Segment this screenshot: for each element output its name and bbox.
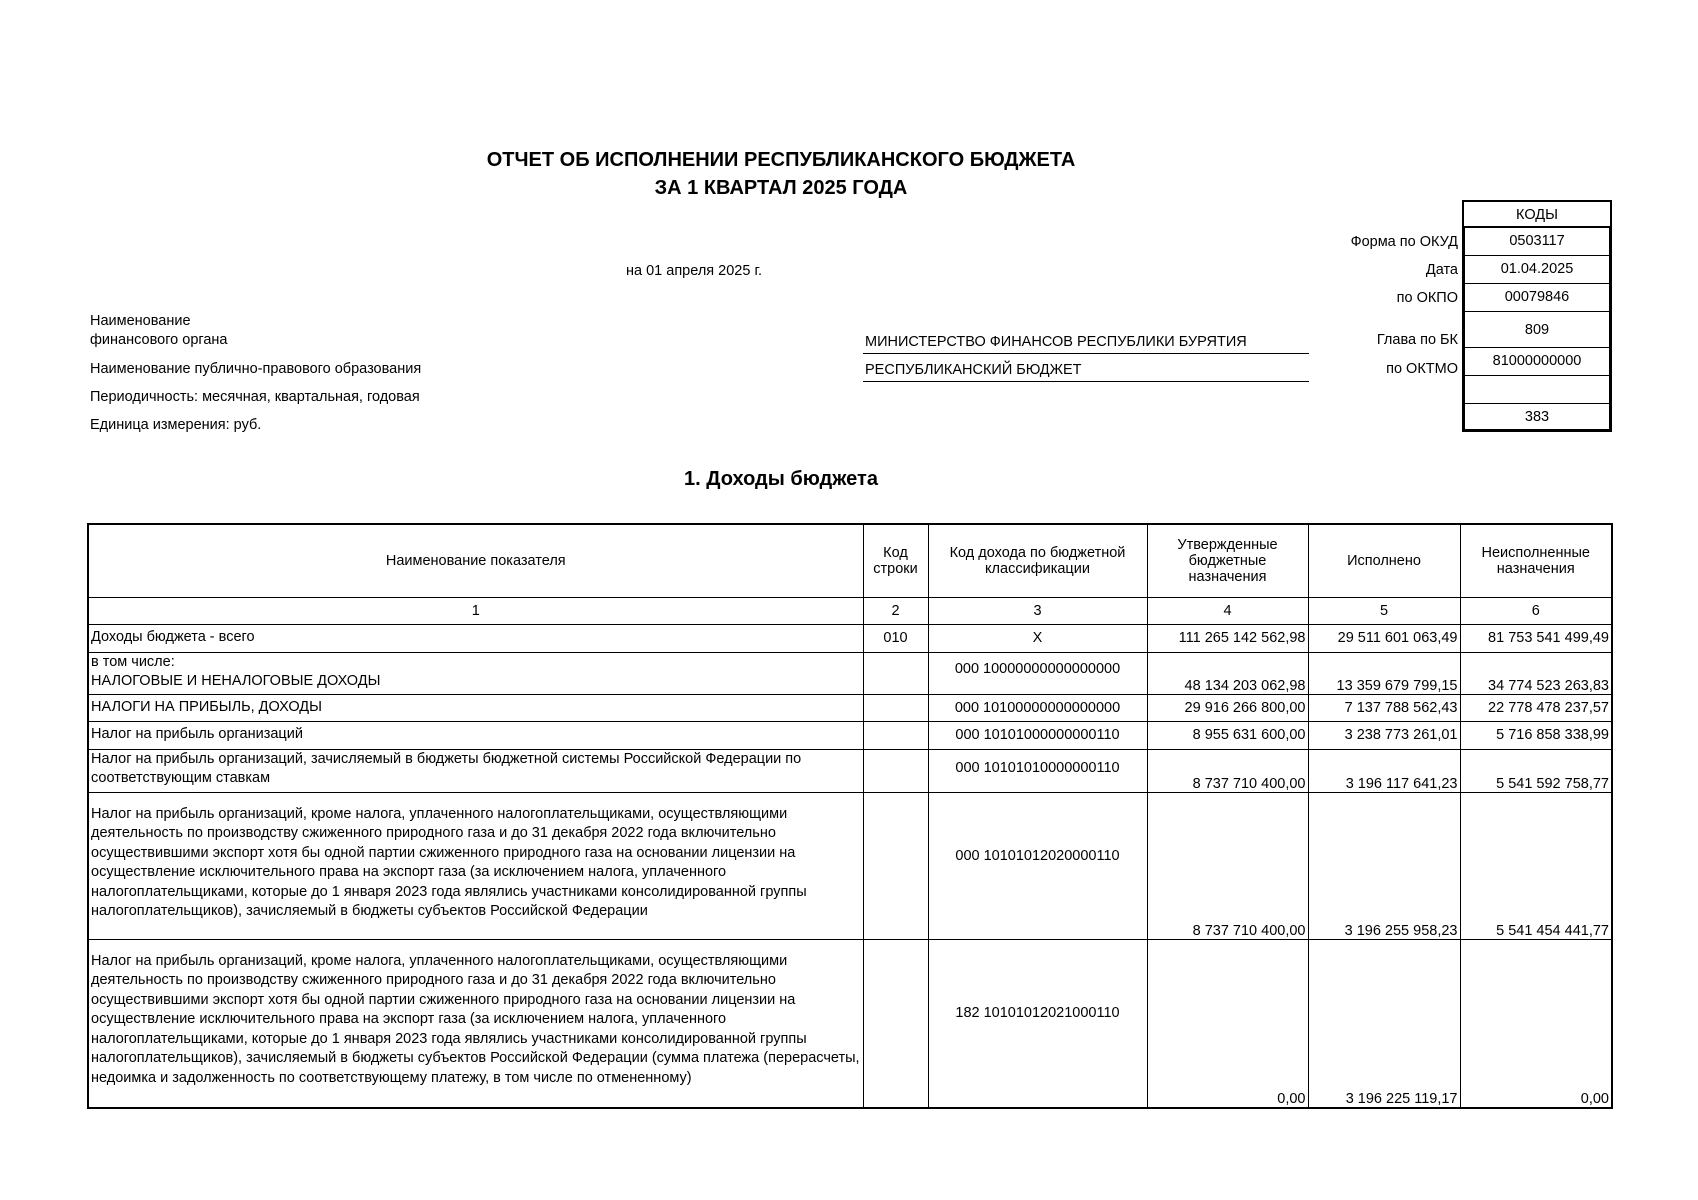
- codes-box: [1462, 200, 1612, 432]
- report-title-line-2: ЗА 1 КВАРТАЛ 2025 ГОДА: [654, 177, 908, 199]
- fin-organ-label-2: финансового органа: [90, 332, 228, 348]
- table-row: [88, 652, 1612, 694]
- ppo-label: Наименование публично-правового образования: [90, 361, 422, 377]
- report-date: на 01 апреля 2025 г.: [626, 263, 762, 279]
- row-approved: 29 916 266 800,00: [1147, 694, 1308, 721]
- row-line-code: [863, 939, 928, 1108]
- row-name: Доходы бюджета - всего: [88, 624, 863, 652]
- row-name-main: НАЛОГОВЫЕ И НЕНАЛОГОВЫЕ ДОХОДЫ: [91, 673, 381, 689]
- section-title: 1. Доходы бюджета: [684, 468, 878, 490]
- income-table: [87, 523, 1613, 1109]
- header-name: Наименование показателя: [88, 524, 863, 597]
- label-date: Дата: [1425, 262, 1458, 278]
- code-okpo: 00079846: [1462, 284, 1612, 312]
- header-executed: Исполнено: [1308, 524, 1460, 597]
- row-executed: 29 511 601 063,49: [1308, 624, 1460, 652]
- row-executed: 3 196 117 641,23: [1308, 749, 1460, 792]
- row-income-code: 000 10101010000000110: [928, 749, 1147, 792]
- row-income-code: 000 10101012020000110: [928, 792, 1147, 939]
- row-executed: 3 238 773 261,01: [1308, 721, 1460, 749]
- row-line-code: [863, 749, 928, 792]
- fin-organ-underline: [863, 353, 1309, 354]
- header-income-code: Код дохода по бюджетной классификации: [928, 524, 1147, 597]
- row-name: Налог на прибыль организаций, кроме налога, уплаченного налогоплательщиками, осуществляющими деятельность по производству сжиженного природного газа и до 31 декабря 2022 года включительно осуществившими экспорт хотя бы одной партии сжиженного природного газа на основании лицензии на осуществление исключительного права на экспорт газа (за исключением налога, уплаченного налогоплательщиками, которые до 1 января 2023 года являлись участниками консолидированной группы налогоплательщиков), зачисляемый в бюджеты субъектов Российской Федерации: [88, 792, 863, 939]
- row-executed: 3 196 225 119,17: [1308, 939, 1460, 1108]
- code-empty: [1462, 376, 1612, 404]
- periodicity: Периодичность: месячная, квартальная, годовая: [90, 389, 420, 405]
- header-approved: Утвержденные бюджетные назначения: [1147, 524, 1308, 597]
- row-income-code: X: [928, 624, 1147, 652]
- row-approved: 8 737 710 400,00: [1147, 792, 1308, 939]
- label-okpo: по ОКПО: [1396, 290, 1458, 306]
- row-income-code: 000 10000000000000000: [928, 652, 1147, 694]
- code-oktmo: 81000000000: [1462, 348, 1612, 376]
- ppo-value: РЕСПУБЛИКАНСКИЙ БЮДЖЕТ: [865, 362, 1082, 378]
- table-row: [88, 792, 1612, 939]
- row-unexecuted: 34 774 523 263,83: [1460, 652, 1612, 694]
- code-okud: 0503117: [1462, 228, 1612, 256]
- colnum-3: 3: [928, 597, 1147, 624]
- row-executed: 3 196 255 958,23: [1308, 792, 1460, 939]
- colnum-1: 1: [88, 597, 863, 624]
- code-unit: 383: [1462, 404, 1612, 432]
- row-income-code: 000 10101000000000110: [928, 721, 1147, 749]
- colnum-5: 5: [1308, 597, 1460, 624]
- row-approved: 8 737 710 400,00: [1147, 749, 1308, 792]
- row-name: НАЛОГИ НА ПРИБЫЛЬ, ДОХОДЫ: [88, 694, 863, 721]
- unit-of-measure: Единица измерения: руб.: [90, 417, 262, 433]
- table-row: [88, 624, 1612, 652]
- row-line-code: 010: [863, 624, 928, 652]
- colnum-6: 6: [1460, 597, 1612, 624]
- row-executed: 13 359 679 799,15: [1308, 652, 1460, 694]
- label-okud: Форма по ОКУД: [1350, 234, 1458, 250]
- colnum-4: 4: [1147, 597, 1308, 624]
- row-unexecuted: 5 541 454 441,77: [1460, 792, 1612, 939]
- header-unexecuted: Неисполненные назначения: [1460, 524, 1612, 597]
- label-glava: Глава по БК: [1376, 332, 1458, 348]
- row-line-code: [863, 694, 928, 721]
- row-approved: 111 265 142 562,98: [1147, 624, 1308, 652]
- row-income-code: 000 10100000000000000: [928, 694, 1147, 721]
- table-row: [88, 721, 1612, 749]
- row-approved: 48 134 203 062,98: [1147, 652, 1308, 694]
- row-approved: 0,00: [1147, 939, 1308, 1108]
- row-income-code: 182 10101012021000110: [928, 939, 1147, 1108]
- row-line-code: [863, 652, 928, 694]
- row-name: Налог на прибыль организаций, зачисляемый в бюджеты бюджетной системы Российской Федерации по соответствующим ставкам: [88, 749, 863, 792]
- label-oktmo: по ОКТМО: [1386, 361, 1458, 377]
- colnum-2: 2: [863, 597, 928, 624]
- codes-header: КОДЫ: [1462, 200, 1612, 228]
- code-date: 01.04.2025: [1462, 256, 1612, 284]
- row-unexecuted: 0,00: [1460, 939, 1612, 1108]
- code-glava: 809: [1462, 312, 1612, 348]
- report-title-line-1: ОТЧЕТ ОБ ИСПОЛНЕНИИ РЕСПУБЛИКАНСКОГО БЮДЖЕТА: [486, 149, 1076, 171]
- row-name: [88, 652, 863, 694]
- table-row: [88, 694, 1612, 721]
- header-line-code: Код строки: [863, 524, 928, 597]
- ppo-underline: [863, 381, 1309, 382]
- row-approved: 8 955 631 600,00: [1147, 721, 1308, 749]
- row-line-code: [863, 721, 928, 749]
- row-name: Налог на прибыль организаций, кроме налога, уплаченного налогоплательщиками, осуществляющими деятельность по производству сжиженного природного газа и до 31 декабря 2022 года включительно осуществившими экспорт хотя бы одной партии сжиженного природного газа на основании лицензии на осуществление исключительного права на экспорт газа (за исключением налога, уплаченного налогоплательщиками, которые до 1 января 2023 года являлись участниками консолидированной группы налогоплательщиков), зачисляемый в бюджеты субъектов Российской Федерации (сумма платежа (перерасчеты, недоимка и задолженность по соответствующему платежу, в том числе по отмененному): [88, 939, 863, 1108]
- row-unexecuted: 5 541 592 758,77: [1460, 749, 1612, 792]
- row-name-prefix: в том числе:: [91, 653, 175, 670]
- row-unexecuted: 81 753 541 499,49: [1460, 624, 1612, 652]
- row-unexecuted: 5 716 858 338,99: [1460, 721, 1612, 749]
- table-row: [88, 749, 1612, 792]
- row-name: Налог на прибыль организаций: [88, 721, 863, 749]
- row-unexecuted: 22 778 478 237,57: [1460, 694, 1612, 721]
- table-row: [88, 939, 1612, 1108]
- fin-organ-value: МИНИСТЕРСТВО ФИНАНСОВ РЕСПУБЛИКИ БУРЯТИЯ: [865, 334, 1247, 350]
- row-line-code: [863, 792, 928, 939]
- fin-organ-label-1: Наименование: [90, 313, 191, 329]
- row-executed: 7 137 788 562,43: [1308, 694, 1460, 721]
